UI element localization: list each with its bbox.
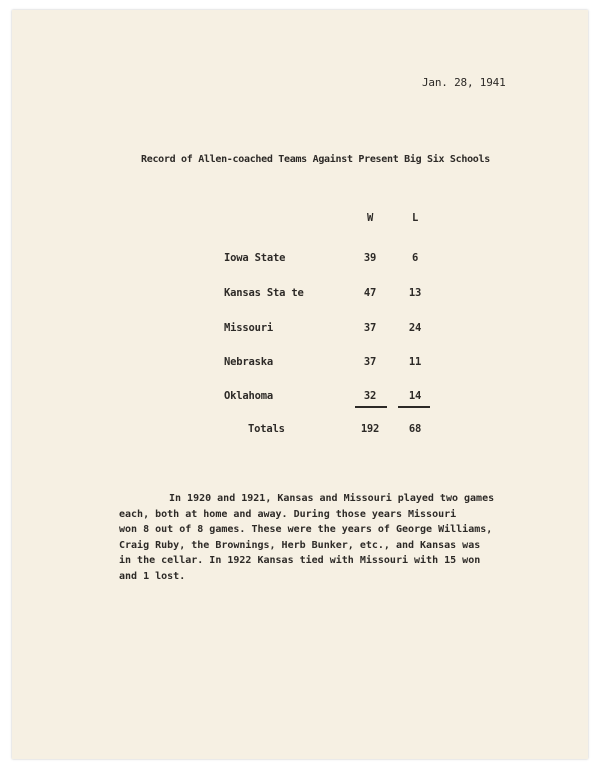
table-row-won: 37: [363, 322, 377, 334]
paragraph-line: won 8 out of 8 games. These were the years of George Williams,: [119, 524, 493, 535]
paragraph-line: each, both at home and away. During those years Missouri: [119, 508, 457, 520]
paragraph-line: Craig Ruby, the Brownings, Herb Bunker, etc., and Kansas was: [119, 539, 481, 551]
won-column-header: W: [366, 212, 374, 224]
table-row-school: Kansas Sta te: [224, 287, 304, 299]
lost-column-header: L: [411, 212, 419, 224]
totals-won: 192: [360, 423, 380, 435]
totals-lost: 68: [408, 423, 422, 435]
table-row-lost: 13: [408, 287, 422, 299]
paragraph-line: and 1 lost.: [119, 570, 186, 582]
document-page: [12, 10, 588, 759]
table-row-lost: 11: [408, 356, 422, 368]
table-row-lost: 14: [408, 390, 422, 402]
paragraph-line: in the cellar. In 1922 Kansas tied with Missouri with 15 won: [119, 555, 481, 566]
lost-sum-underline: [398, 406, 430, 408]
totals-label: Totals: [248, 423, 285, 435]
document-date: Jan. 28, 1941: [422, 76, 506, 89]
table-row-lost: 24: [408, 322, 422, 334]
table-row-won: 32: [363, 390, 377, 402]
table-row-won: 47: [363, 287, 377, 299]
won-sum-underline: [355, 406, 387, 408]
table-row-lost: 6: [411, 252, 419, 264]
table-row-school: Missouri: [224, 322, 273, 334]
document-title: Record of Allen-coached Teams Against Present Big Six Schools: [141, 154, 490, 165]
table-row-school: Oklahoma: [224, 390, 273, 402]
table-row-school: Iowa State: [224, 252, 286, 264]
paragraph-line: In 1920 and 1921, Kansas and Missouri played two games: [169, 493, 495, 504]
body-paragraph: [119, 491, 569, 584]
table-row-school: Nebraska: [224, 356, 273, 368]
table-row-won: 37: [363, 356, 377, 368]
table-row-won: 39: [363, 252, 377, 264]
